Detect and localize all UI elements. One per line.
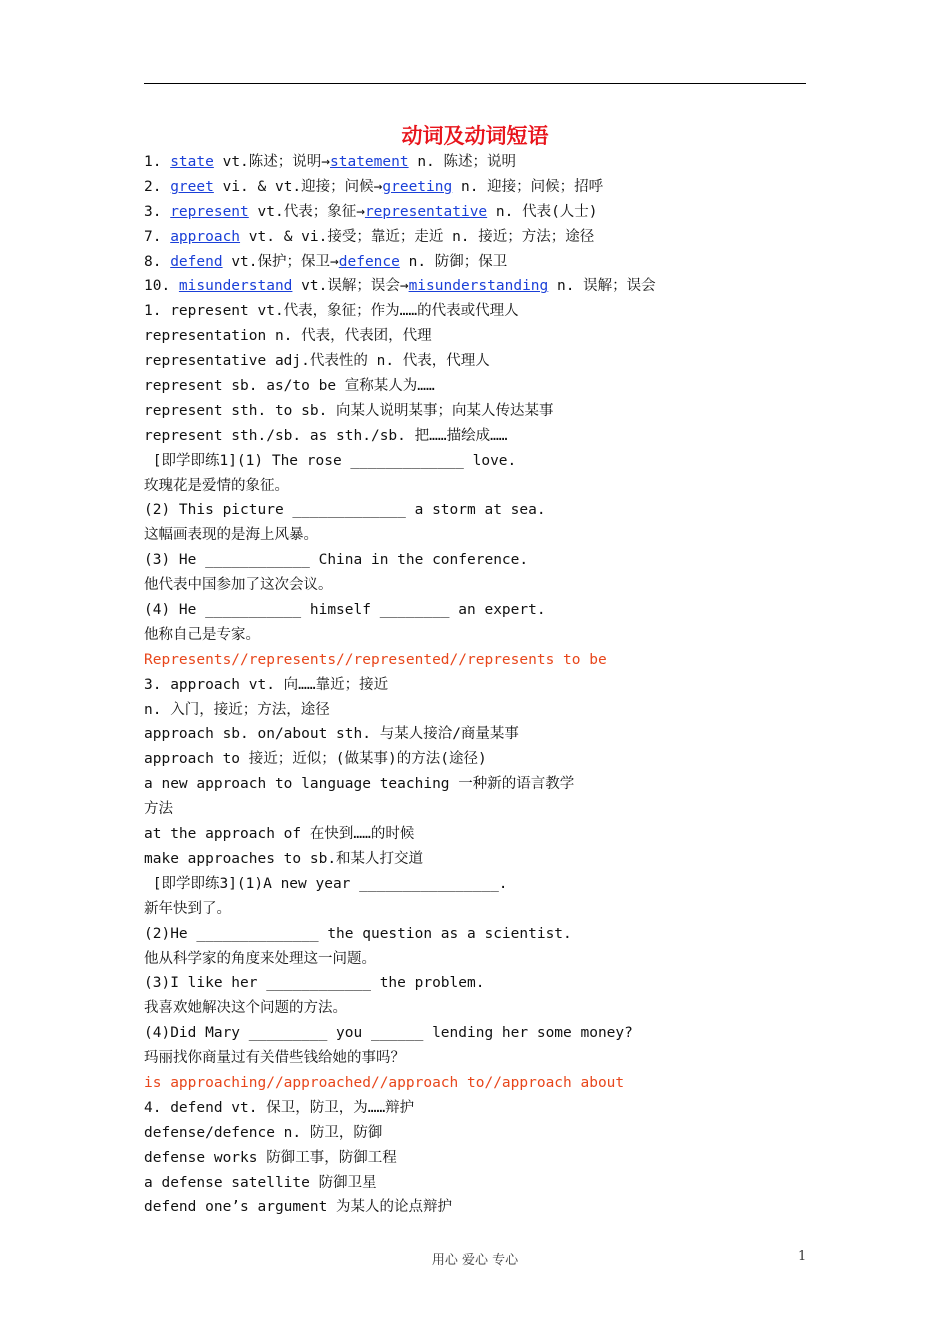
text-line: (2)He ______________ the question as a scientist.	[144, 925, 572, 942]
vocab-number: 3.	[144, 203, 171, 220]
vocab-word-link[interactable]: state	[170, 154, 214, 170]
vocab-line	[144, 175, 806, 200]
translation-line: 方法	[144, 801, 173, 818]
text-line: approach to 接近；近似；(做某事)的方法(途径)	[144, 751, 487, 768]
vocab-definition: vt.误解；误会→	[292, 278, 409, 295]
vocab-derivative-definition: n. 迎接；问候；招呼	[452, 178, 604, 195]
text-line: represent sth. to sb. 向某人说明某事；向某人传达某事	[144, 402, 554, 419]
vocab-derivative-link[interactable]: misunderstanding	[408, 278, 549, 295]
text-line: defend one’s argument 为某人的论点辩护	[144, 1199, 453, 1216]
vocab-definition: vt.代表；象征→	[248, 203, 365, 220]
text-line: representative adj.代表性的 n. 代表，代理人	[144, 353, 490, 370]
vocab-list	[144, 150, 806, 299]
translation-line: 我喜欢她解决这个问题的方法。	[144, 1000, 347, 1017]
vocab-number: 8.	[144, 253, 171, 270]
text-line: a defense satellite 防御卫星	[144, 1174, 377, 1191]
text-line: (4) He ___________ himself ________ an expert.	[144, 602, 546, 619]
vocab-word-link[interactable]: misunderstand	[178, 278, 293, 295]
page-title: 动词及动词短语	[401, 123, 549, 148]
vocab-definition: vt. & vi.接受；靠近；走近 n. 接近；方法；途径	[240, 228, 595, 245]
translation-line: 他称自己是专家。	[144, 626, 260, 643]
vocab-definition: vi. & vt.迎接；问候→	[213, 178, 383, 195]
vocab-derivative-definition: n. 代表(人士)	[487, 203, 598, 220]
text-line: defense works 防御工事，防御工程	[144, 1149, 397, 1166]
vocab-definition: vt.陈述；说明→	[213, 154, 331, 170]
vocab-number: 10.	[144, 278, 179, 295]
text-line: [即学即练3](1)A new year ________________.	[144, 875, 508, 892]
translation-line: 他从科学家的角度来处理这一问题。	[144, 950, 376, 967]
vocab-word-link[interactable]: represent	[170, 203, 249, 220]
vocab-derivative-link[interactable]: defence	[338, 253, 400, 270]
text-line: 4. defend vt. 保卫，防卫，为……辩护	[144, 1099, 415, 1116]
text-line: approach sb. on/about sth. 与某人接洽/商量某事	[144, 726, 519, 743]
translation-line: 新年快到了。	[144, 900, 231, 917]
text-line: 3. approach vt. 向……靠近；接近	[144, 676, 389, 693]
text-line: represent sb. as/to be 宣称某人为……	[144, 378, 435, 395]
body-lines	[144, 299, 806, 1220]
vocab-derivative-definition: n. 防御；保卫	[399, 253, 508, 270]
text-line: (3) He ____________ China in the conference.	[144, 552, 529, 569]
page-number: 1	[798, 1249, 807, 1264]
translation-line: 玛丽找你商量过有关借些钱给她的事吗？	[144, 1050, 405, 1067]
vocab-derivative-link[interactable]: greeting	[382, 178, 453, 195]
text-line: (4)Did Mary _________ you ______ lending her some money?	[144, 1025, 633, 1042]
vocab-line	[144, 200, 806, 225]
vocab-definition: vt.保护；保卫→	[222, 253, 339, 270]
text-line: at the approach of 在快到……的时候	[144, 826, 415, 843]
vocab-number: 1.	[144, 154, 171, 170]
text-line: make approaches to sb.和某人打交道	[144, 850, 424, 867]
text-line: (3)I like her ____________ the problem.	[144, 975, 485, 992]
text-line: represent sth./sb. as sth./sb. 把……描绘成……	[144, 427, 508, 444]
translation-line: 这幅画表现的是海上风暴。	[144, 527, 318, 544]
text-line: n. 入门，接近；方法，途径	[144, 701, 330, 718]
answer-line: Represents//represents//represented//represents to be	[144, 651, 607, 668]
vocab-derivative-definition: n. 误解；误会	[548, 278, 656, 295]
vocab-derivative-definition: n. 陈述；说明	[408, 154, 517, 170]
vocab-number: 7.	[144, 228, 171, 245]
vocab-number: 2.	[144, 178, 171, 195]
text-line: [即学即练1](1) The rose _____________ love.	[144, 452, 517, 469]
vocab-line	[144, 274, 806, 299]
translation-line: 他代表中国参加了这次会议。	[144, 577, 333, 594]
text-line: (2) This picture _____________ a storm at sea.	[144, 502, 546, 519]
vocab-derivative-link[interactable]: statement	[330, 154, 409, 170]
header-rule	[144, 83, 806, 84]
text-line: a new approach to language teaching 一种新的语言教学	[144, 776, 575, 793]
translation-line: 玫瑰花是爱情的象征。	[144, 477, 289, 494]
text-line: representation n. 代表，代表团，代理	[144, 328, 432, 345]
text-line: 1. represent vt.代表，象征；作为……的代表或代理人	[144, 303, 519, 320]
content-body	[144, 150, 806, 1220]
vocab-derivative-link[interactable]: representative	[364, 203, 488, 220]
vocab-line	[144, 225, 806, 250]
vocab-line	[144, 150, 806, 175]
vocab-line	[144, 250, 806, 275]
answer-line: is approaching//approached//approach to//approach about	[144, 1074, 625, 1091]
vocab-word-link[interactable]: greet	[170, 178, 214, 195]
text-line: defense/defence n. 防卫，防御	[144, 1124, 383, 1141]
footer-text: 用心 爱心 专心	[431, 1253, 519, 1268]
vocab-word-link[interactable]: defend	[170, 253, 223, 270]
vocab-word-link[interactable]: approach	[170, 228, 241, 245]
